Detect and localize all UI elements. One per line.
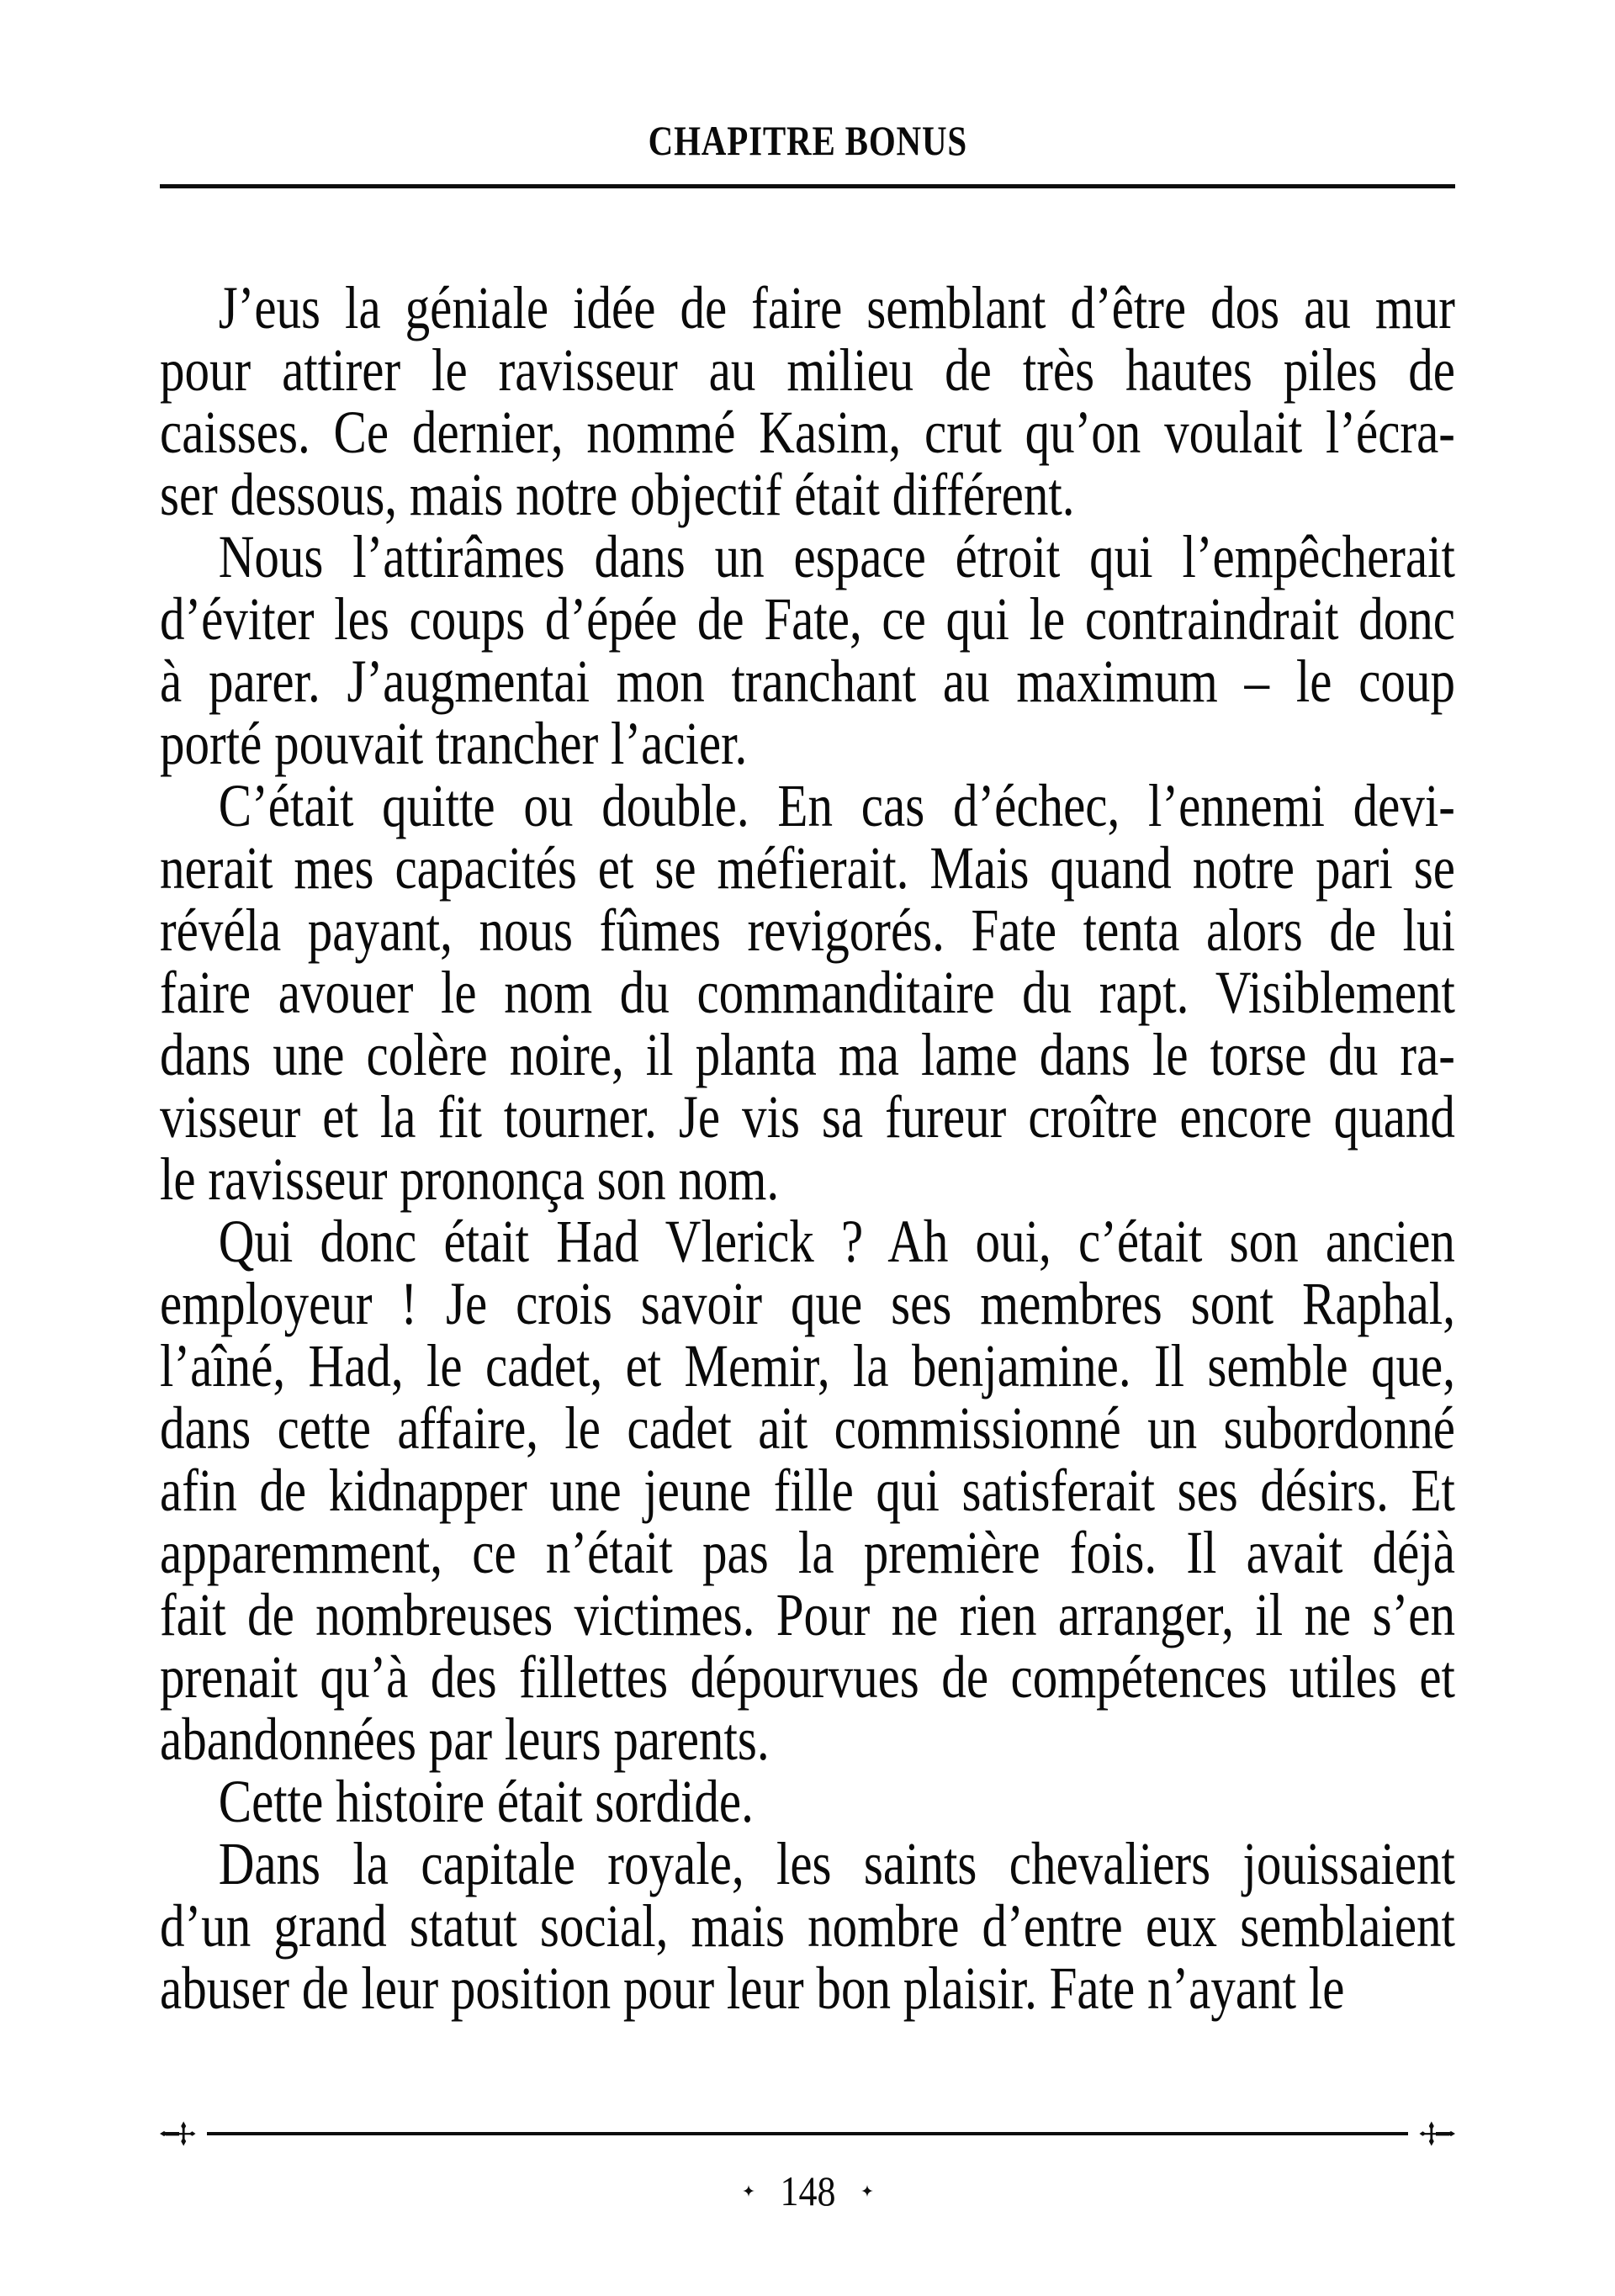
footer-rule-left-cross-ornament-icon <box>160 2121 197 2146</box>
text-line: l’aîné, Had, le cadet, et Memir, la benjamine. Il semble que, <box>160 1332 1455 1399</box>
text-line: Nous l’attirâmes dans un espace étroit qui l’empêcherait <box>218 523 1455 590</box>
text-line: ser dessous, mais notre objectif était différent. <box>160 461 1075 528</box>
header-rule <box>160 184 1455 188</box>
text-line: fait de nombreuses victimes. Pour ne rien arranger, il ne s’en <box>160 1581 1455 1648</box>
paragraph <box>160 523 1455 777</box>
footer-rule-line <box>207 2132 1408 2135</box>
paragraph <box>160 1770 1455 1833</box>
chapter-title: CHAPITRE BONUS <box>648 117 967 164</box>
text-line: porté pouvait trancher l’acier. <box>160 710 748 777</box>
text-line: abuser de leur position pour leur bon plaisir. Fate n’ayant le <box>160 1955 1345 2022</box>
footer-rule <box>160 2121 1455 2146</box>
paragraph <box>160 274 1455 528</box>
text-line: nerait mes capacités et se méfierait. Mais quand notre pari se <box>160 834 1455 902</box>
text-line: Cette histoire était sordide. <box>218 1768 754 1835</box>
text-line: à parer. J’augmentai mon tranchant au maximum – le coup <box>160 648 1455 715</box>
text-line: prenait qu’à des fillettes dépourvues de compétences utiles et <box>160 1643 1455 1711</box>
text-line: visseur et la fit tourner. Je vis sa fureur croître encore quand <box>160 1083 1455 1151</box>
text-line: d’un grand statut social, mais nombre d’entre eux semblaient <box>160 1892 1455 1960</box>
text-line: pour attirer le ravisseur au milieu de très hautes piles de <box>160 336 1455 404</box>
text-line: caisses. Ce dernier, nommé Kasim, crut qu’on voulait l’écra- <box>160 399 1455 466</box>
four-pointed-star-icon <box>743 2185 755 2197</box>
four-pointed-star-icon <box>861 2185 873 2197</box>
text-line: abandonnées par leurs parents. <box>160 1706 770 1773</box>
paragraph <box>160 772 1455 1213</box>
text-line: faire avouer le nom du commanditaire du rapt. Visiblement <box>160 959 1455 1026</box>
running-head <box>0 116 1615 165</box>
page-number-row <box>0 2168 1615 2214</box>
paragraph <box>160 1830 1455 2022</box>
body-text <box>160 274 1455 2022</box>
text-line: le ravisseur prononça son nom. <box>160 1145 780 1213</box>
text-line: apparemment, ce n’était pas la première fois. Il avait déjà <box>160 1519 1455 1586</box>
text-line: dans une colère noire, il planta ma lame dans le torse du ra- <box>160 1021 1455 1088</box>
text-line: afin de kidnapper une jeune fille qui satisferait ses désirs. Et <box>160 1457 1455 1524</box>
page-number: 148 <box>780 2167 835 2214</box>
paragraph <box>160 1208 1455 1773</box>
text-line: C’était quitte ou double. En cas d’échec, l’ennemi devi- <box>218 772 1455 839</box>
text-line: dans cette affaire, le cadet ait commissionné un subordonné <box>160 1394 1455 1462</box>
footer-rule-right-cross-ornament-icon <box>1418 2121 1455 2146</box>
text-line: employeur ! Je crois savoir que ses membres sont Raphal, <box>160 1270 1455 1337</box>
text-line: Qui donc était Had Vlerick ? Ah oui, c’était son ancien <box>218 1208 1455 1275</box>
text-line: révéla payant, nous fûmes revigorés. Fate tenta alors de lui <box>160 897 1455 964</box>
text-line: J’eus la géniale idée de faire semblant d’être dos au mur <box>218 274 1455 341</box>
text-line: Dans la capitale royale, les saints chevaliers jouissaient <box>218 1830 1455 1897</box>
text-line: d’éviter les coups d’épée de Fate, ce qui le contraindrait donc <box>160 585 1455 653</box>
